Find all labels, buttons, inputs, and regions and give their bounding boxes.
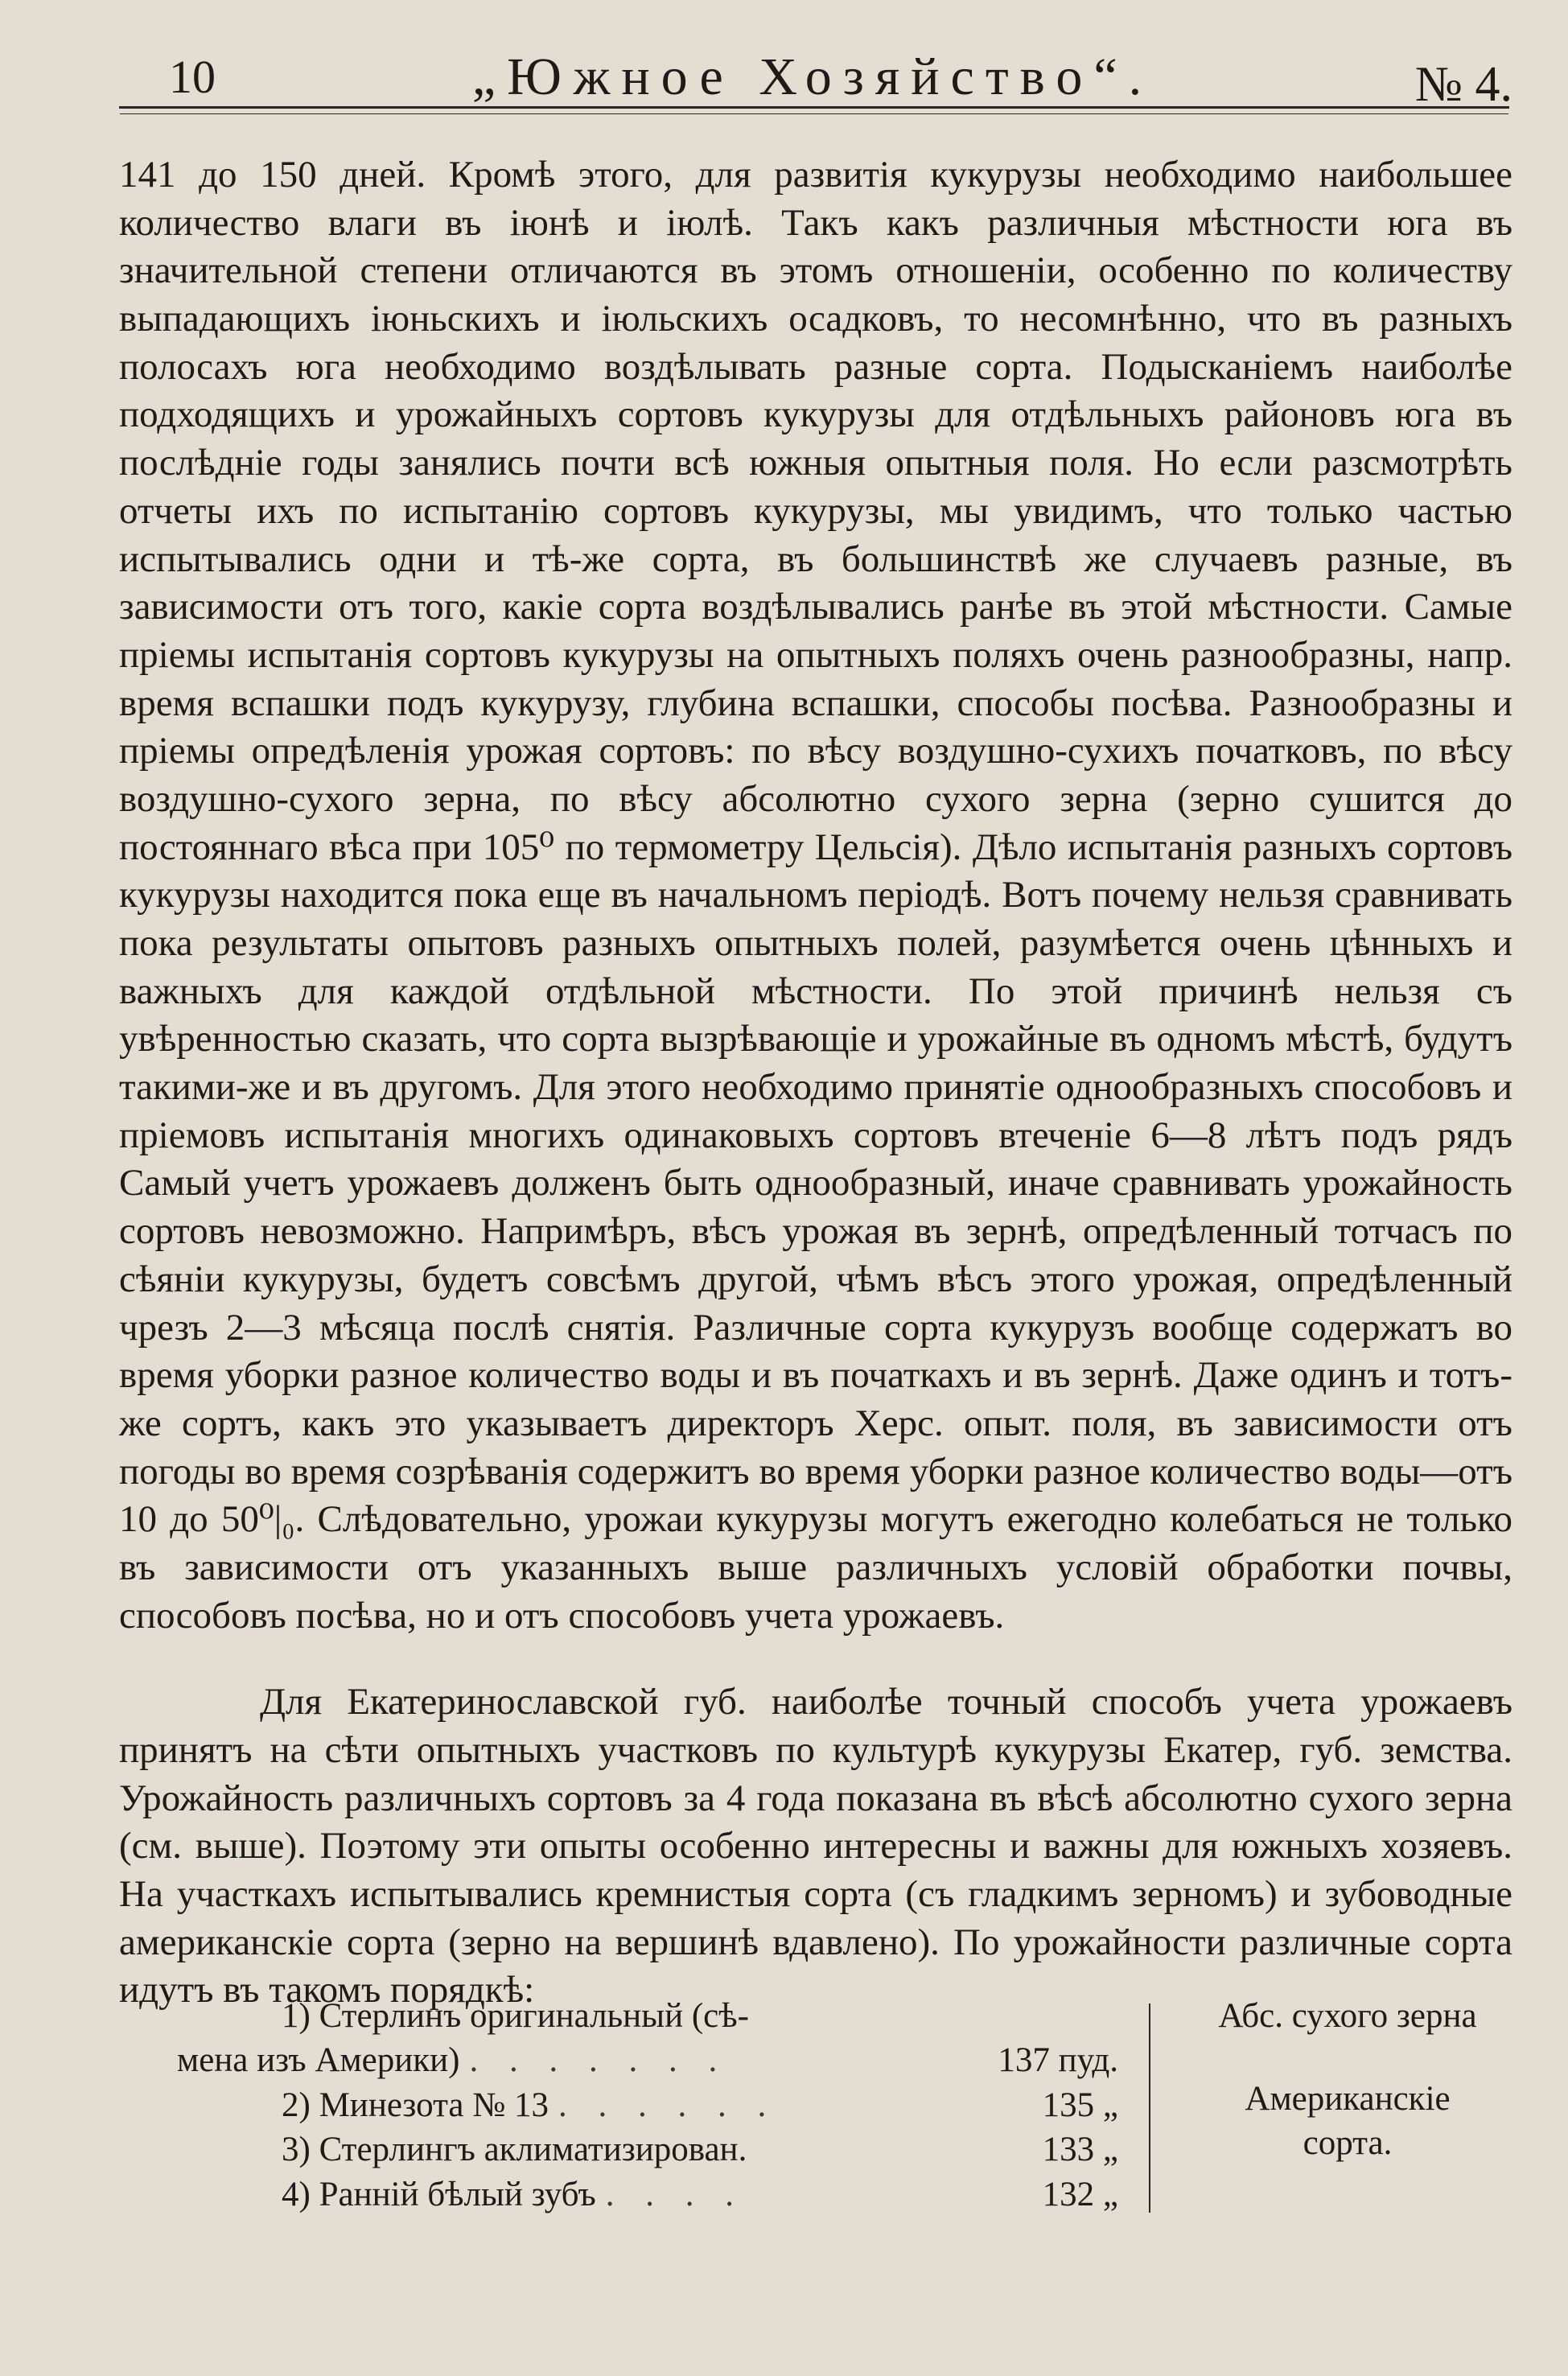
sorts-table [177,1994,1477,2227]
side-note [1191,1994,1504,2165]
page-number: 10 [169,51,216,103]
header-rule [119,106,1509,109]
sort-amount: 135 „ [1042,2086,1118,2124]
sort-amount: 132 „ [1042,2175,1118,2213]
journal-title: „Южное Хозяйство“. [471,47,1154,106]
side-note-type-continued: сорта. [1303,2124,1393,2163]
column-divider [1149,2003,1150,2213]
side-note-type: Американскіе [1245,2080,1451,2119]
paragraph: 141 до 150 дней. Кромѣ этого, для развитія кукурузы необходимо наибольшее количество влаги въ іюнѣ и іюлѣ. Такъ какъ различныя мѣстности юга въ значительной степени отличаются въ этомъ отношеніи, особенно по количеству выпадающихъ іюньскихъ и іюльскихъ осадковъ, то несомнѣнно, что въ разныхъ полосахъ юга необходимо воздѣлывать разные сорта. Подысканіемъ наиболѣе подходящихъ и урожайныхъ сортовъ кукурузы для отдѣльныхъ районовъ юга въ послѣдніе годы занялись почти всѣ южныя опытныя поля. Но если разсмотрѣть отчеты ихъ по испытанію сортовъ кукурузы, мы увидимъ, что только частью испытывались одни и тѣ-же сорта, въ большинствѣ же случаевъ разные, въ зависимости отъ того, какіе сорта воздѣлывались ранѣе въ этой мѣстности. Самые пріемы испытанія сортовъ кукурузы на опытныхъ поляхъ очень разнообразны, напр. время вспашки подъ кукурузу, глубина вспашки, способы посѣва. Разнообразны и пріемы опредѣленія урожая сортовъ: по вѣсу воздушно-сухихъ початковъ, по вѣсу воздушно-сухого зерна, по вѣсу абсолютно сухого зерна (зерно сушится до постояннаго вѣса при 105⁰ по термометру Цельсія). Дѣло испытанія разныхъ сортовъ кукурузы находится пока еще въ начальномъ періодѣ. Вотъ почему нельзя сравнивать пока результаты опытовъ разныхъ опытныхъ полей, разумѣется очень цѣнныхъ и важныхъ для каждой отдѣльной мѣстности. По этой причинѣ нельзя съ увѣренностью сказать, что сорта вызрѣвающіе и урожайные въ одномъ мѣстѣ, будутъ такими-же и въ другомъ. Для этого необходимо принятіе однообразныхъ способовъ и пріемовъ испытанія многихъ одинаковыхъ сортовъ втеченіе 6—8 лѣтъ подъ рядъ Самый учетъ урожаевъ долженъ быть однообразный, иначе сравнивать урожайность сортовъ невозможно. Напримѣръ, вѣсъ урожая въ зернѣ, опредѣленный тотчасъ по сѣяніи кукурузы, будетъ совсѣмъ другой, чѣмъ вѣсъ этого урожая, опредѣленный чрезъ 2—3 мѣсяца послѣ снятія. Различные сорта кукурузъ вообще содержатъ во время уборки разное количество воды и въ початкахъ и въ зернѣ. Даже одинъ и тотъ-же сортъ, какъ это указываетъ директоръ Херс. опыт. поля, въ зависимости отъ погоды во время созрѣванія содержитъ во время уборки разное количество воды—отъ 10 до 50⁰|₀. Слѣдовательно, урожаи кукурузы могутъ ежегодно колебаться не только въ зависимости отъ указанныхъ выше различныхъ условій обработки почвы, способовъ посѣва, но и отъ способовъ учета урожаевъ. [119,154,1512,1637]
sort-item [177,2083,1118,2127]
sort-name: 1) Стерлинъ оригинальный (сѣ- [282,1997,749,2035]
paragraph: Для Екатеринославской губ. наиболѣе точный способъ учета урожаевъ принятъ на сѣти опытныхъ участковъ по культурѣ кукурузы Екатер, губ. земства. Урожайность различныхъ сортовъ за 4 года показана въ вѣсѣ абсолютно сухого зерна (см. выше). Поэтому эти опыты особенно интересны и важны для южныхъ хозяевъ. На участкахъ испытывались кремнистыя сорта (съ гладкимъ зерномъ) и зубоводные американскіе сорта (зерно на вершинѣ вдавлено). По урожайности различные сорта идутъ въ такомъ порядкѣ: [119,1681,1512,2012]
sort-name-continued: мена изъ Америки) [177,2041,460,2080]
sort-amount: 133 „ [1042,2131,1118,2169]
sort-item-continued [177,2038,1118,2082]
article-body [119,151,1512,2015]
issue-number: № 4. [1414,57,1512,112]
sort-item [177,2127,1118,2172]
leader-dots: . . . . . . . [469,2041,729,2080]
side-note-measure: Абс. сухого зерна [1218,1997,1477,2035]
sort-amount: 137 пуд. [998,2041,1118,2080]
sort-item [177,2172,1118,2217]
page-header [121,42,1512,112]
sort-item [177,1994,1118,2038]
sort-name: 3) Стерлингъ аклиматизирован. [282,2131,747,2169]
leader-dots: . . . . . . [558,2086,778,2124]
sort-name: 4) Ранній бѣлый зубъ [282,2175,596,2213]
leader-dots: . . . . [605,2175,745,2213]
sort-name: 2) Минезота № 13 [282,2086,549,2124]
sorts-list [177,1994,1118,2217]
